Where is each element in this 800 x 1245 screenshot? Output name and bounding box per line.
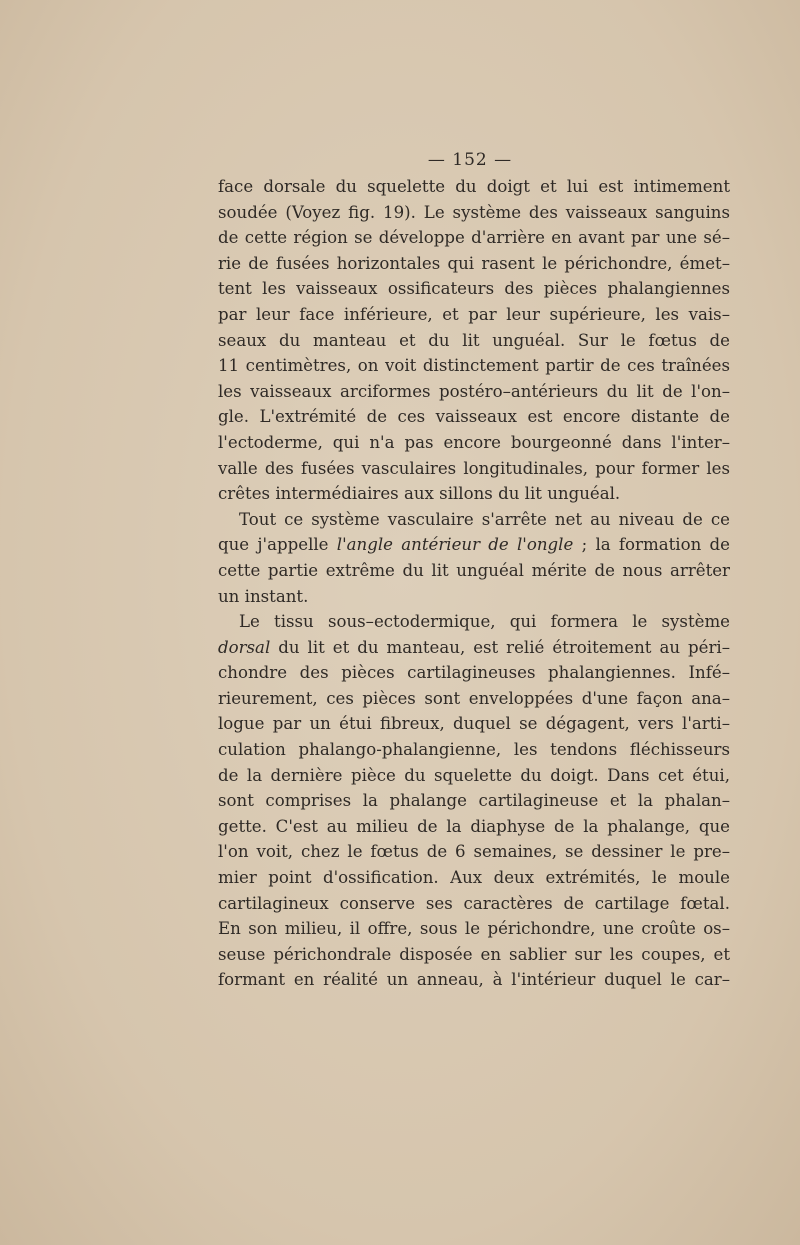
text-line: rie de fusées horizontales qui rasent le périchondre, émet– [218, 253, 730, 273]
text-line: logue par un étui fibreux, duquel se dégagent, vers l'arti– [218, 714, 730, 734]
text-run: que j'appelle [218, 535, 337, 555]
text-line: l'on voit, chez le fœtus de 6 semaines, se dessiner le pre– [218, 842, 730, 862]
text-line: cette partie extrême du lit unguéal mérite de nous arrêter [218, 560, 730, 580]
page-number: — 152 — [427, 150, 513, 170]
text-run: ; la formation de [573, 535, 730, 555]
text-line: crêtes intermédiaires aux sillons du lit unguéal. [218, 484, 621, 504]
text-line: seuse périchondrale disposée en sablier sur les coupes, et [218, 944, 730, 964]
text-line: l'ectoderme, qui n'a pas encore bourgeonné dans l'inter– [218, 432, 730, 452]
text-line: de cette région se développe d'arrière en avant par une sé– [218, 228, 730, 248]
text-line: les vaisseaux arciformes postéro–antérieurs du lit de l'on– [218, 381, 730, 401]
text-line-with-italic [218, 635, 730, 661]
text-line: seaux du manteau et du lit unguéal. Sur le fœtus de [218, 330, 730, 350]
italic-term: l'angle antérieur de l'ongle [336, 535, 574, 555]
text-line: Tout ce système vasculaire s'arrête net au niveau de ce [239, 509, 730, 529]
text-line: par leur face inférieure, et par leur supérieure, les vais– [218, 304, 730, 324]
text-line: formant en réalité un anneau, à l'intérieur duquel le car– [218, 970, 730, 990]
paragraph-3 [218, 609, 730, 993]
text-line: sont comprises la phalange cartilagineuse et la phalan– [218, 791, 730, 811]
text-line: rieurement, ces pièces sont enveloppées d'une façon ana– [218, 688, 730, 708]
text-line: gette. C'est au milieu de la diaphyse de la phalange, que [218, 816, 730, 836]
text-line: En son milieu, il offre, sous le périchondre, une croûte os– [218, 919, 730, 939]
text-line: cartilagineux conserve ses caractères de cartilage fœtal. [218, 893, 730, 913]
text-line: face dorsale du squelette du doigt et lui est intimement [218, 177, 730, 196]
text-line: gle. L'extrémité de ces vaisseaux est encore distante de [218, 407, 730, 427]
paragraph-2 [218, 507, 730, 609]
text-body [218, 174, 730, 993]
italic-term: dorsal [218, 637, 271, 657]
text-line: soudée (Voyez fig. 19). Le système des vaisseaux sanguins [218, 202, 730, 222]
text-line: culation phalango-phalangienne, les tendons fléchisseurs [218, 740, 730, 760]
text-line: Le tissu sous–ectodermique, qui formera le système [239, 612, 730, 632]
paragraph-1 [218, 174, 730, 507]
text-run: du lit et du manteau, est relié étroitement au péri– [270, 637, 730, 657]
text-line: un instant. [218, 586, 309, 606]
text-line-with-italic [218, 532, 730, 558]
text-line: de la dernière pièce du squelette du doigt. Dans cet étui, [218, 765, 730, 785]
text-line: 11 centimètres, on voit distinctement partir de ces traînées [218, 356, 730, 376]
text-line: mier point d'ossification. Aux deux extrémités, le moule [218, 868, 730, 888]
text-line: chondre des pièces cartilagineuses phalangiennes. Infé– [218, 663, 730, 683]
text-line: tent les vaisseaux ossificateurs des pièces phalangiennes [218, 279, 730, 299]
text-line: valle des fusées vasculaires longitudinales, pour former les [218, 458, 730, 478]
